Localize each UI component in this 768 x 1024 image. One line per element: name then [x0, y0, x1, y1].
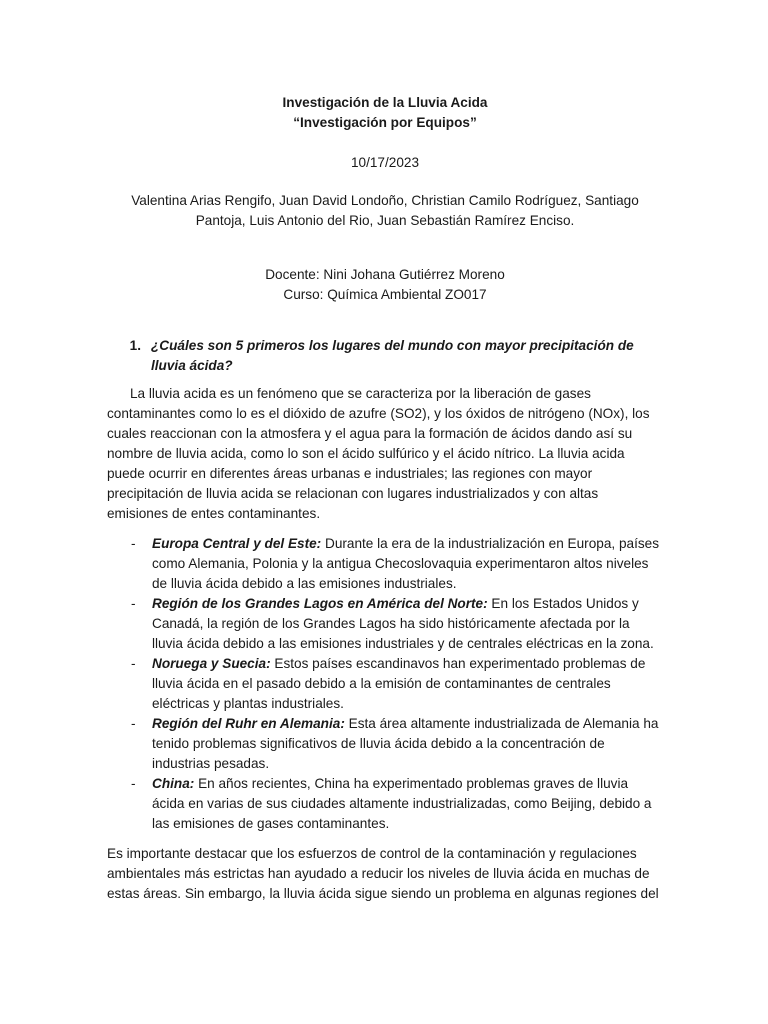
region-description: En los Estados Unidos y Canadá, la región de los Grandes Lagos ha sido históricamente afectada por la lluvia ácida debido a las emisiones industriales y de centrales eléctricas en la zona.: [152, 596, 654, 651]
document-header: [107, 93, 663, 305]
teacher-block: [107, 265, 663, 305]
list-item-text: [152, 774, 663, 834]
course-name: Curso: Química Ambiental ZO017: [283, 287, 487, 302]
document-subtitle: “Investigación por Equipos”: [293, 115, 477, 130]
authors-line: Valentina Arias Rengifo, Juan David Londoño, Christian Camilo Rodríguez, Santiago: [131, 193, 639, 208]
list-item-text: [152, 714, 663, 774]
list-item: [107, 714, 663, 774]
list-item: [107, 654, 663, 714]
regions-list: [107, 534, 663, 834]
region-description: Estos países escandinavos han experimentado problemas de lluvia ácida en el pasado debido a la emisión de contaminantes de centrales eléctricas y plantas industriales.: [152, 656, 646, 711]
document-title: Investigación de la Lluvia Acida: [282, 95, 488, 110]
document-date: 10/17/2023: [350, 155, 420, 170]
list-dash: -: [131, 596, 136, 611]
region-term: Noruega y Suecia:: [152, 656, 271, 671]
authors-line: Pantoja, Luis Antonio del Rio, Juan Sebastián Ramírez Enciso.: [195, 213, 575, 228]
document-body: [107, 93, 663, 904]
list-item-text: [152, 654, 663, 714]
list-item: [107, 534, 663, 594]
question-number: 1.: [129, 338, 141, 353]
list-dash: -: [131, 776, 136, 791]
region-term: Región de los Grandes Lagos en América del Norte:: [152, 596, 488, 611]
list-item: [107, 774, 663, 834]
teacher-name: Docente: Nini Johana Gutiérrez Moreno: [265, 267, 505, 282]
region-term: China:: [152, 776, 195, 791]
question-item: [107, 336, 663, 376]
list-item-text: [152, 534, 663, 594]
list-item-text: [152, 594, 663, 654]
region-description: Durante la era de la industrialización en Europa, países como Alemania, Polonia y la antigua Checoslovaquia experimentaron altos niveles de lluvia ácida debido a las emisiones industriales.: [152, 536, 659, 591]
list-dash: -: [131, 656, 136, 671]
region-description: Esta área altamente industrializada de Alemania ha tenido problemas significativos de lluvia ácida debido a la concentración de industrias pesadas.: [152, 716, 659, 771]
closing-paragraph: Es importante destacar que los esfuerzos de control de la contaminación y regulaciones ambientales más estrictas han ayudado a reducir los niveles de lluvia ácida en muchas de estas áreas. Sin embargo, la lluvia ácida sigue siendo un problema en algunas regiones del: [107, 846, 659, 901]
list-dash: -: [131, 536, 136, 551]
list-dash: -: [131, 716, 136, 731]
question-text: ¿Cuáles son 5 primeros los lugares del mundo con mayor precipitación de lluvia ácida?: [151, 338, 634, 373]
list-item: [107, 594, 663, 654]
authors-block: [107, 191, 663, 231]
intro-paragraph: La lluvia acida es un fenómeno que se caracteriza por la liberación de gases contaminantes como lo es el dióxido de azufre (SO2), y los óxidos de nitrógeno (NOx), los cuales reaccionan con la atmosfera y el agua para la formación de ácidos dando así su nombre de lluvia acida, como lo son el ácido sulfúrico y el ácido nítrico. La lluvia acida puede ocurrir en diferentes áreas urbanas e industriales; las regiones con mayor precipitación de lluvia acida se relacionan con lugares industrializados y con altas emisiones de entes contaminantes.: [107, 386, 650, 521]
region-term: Región del Ruhr en Alemania:: [152, 716, 345, 731]
region-term: Europa Central y del Este:: [152, 536, 322, 551]
region-description: En años recientes, China ha experimentado problemas graves de lluvia ácida en varias de sus ciudades altamente industrializadas, como Beijing, debido a las emisiones de gases contaminantes.: [152, 776, 652, 831]
